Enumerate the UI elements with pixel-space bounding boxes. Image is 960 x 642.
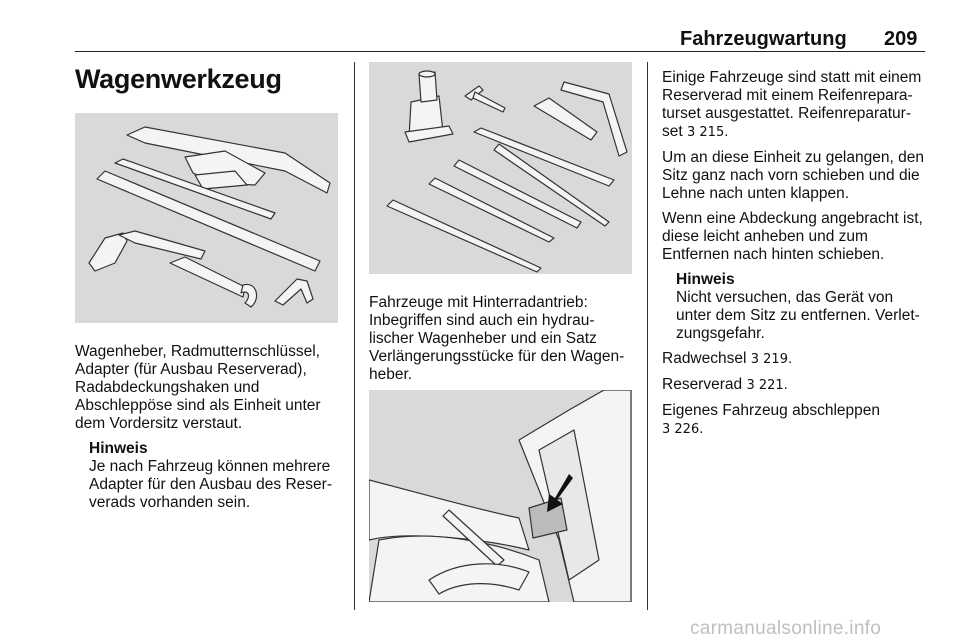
note-text: Je nach Fahrzeug können mehrere Adapter für den Ausbau des Reser-verads vorhanden sein. [89, 458, 332, 511]
note-heading: Hinweis [676, 271, 735, 288]
watermark: carmanualsonline.info [690, 618, 882, 639]
tire-repair-kit-paragraph [662, 69, 930, 142]
under-seat-storage-figure [369, 390, 632, 602]
page-ref-215[interactable]: 3 215. [687, 125, 729, 140]
column-divider-1 [354, 62, 355, 610]
note-block-2 [676, 271, 930, 343]
hydraulic-jack-figure [369, 62, 632, 274]
page-number: 209 [884, 28, 918, 50]
cross-ref-label: Eigenes Fahrzeug abschleppen [662, 402, 881, 419]
column-divider-2 [647, 62, 648, 610]
tool-kit-figure [75, 113, 338, 323]
access-instructions: Um an diese Einheit zu gelangen, den Sitz ganz nach vorn schieben und die Lehne nach unten klappen. [662, 149, 924, 202]
cross-ref-towing[interactable] [662, 402, 930, 439]
cross-ref-page[interactable]: 3 226. [662, 422, 704, 437]
cross-ref-label: Radwechsel [662, 350, 747, 367]
note-heading: Hinweis [89, 440, 148, 457]
cross-ref-wheel-change[interactable] [662, 350, 930, 369]
cross-ref-page[interactable]: 3 221. [746, 378, 788, 393]
note-block-1 [89, 440, 343, 512]
tool-kit-illustration [75, 113, 338, 323]
column-3-text [662, 69, 930, 446]
column-1-text [75, 343, 343, 512]
cross-ref-label: Reserverad [662, 376, 743, 393]
note-text: Nicht versuchen, das Gerät von unter dem Sitz zu entfernen. Verlet-zungsgefahr. [676, 289, 920, 342]
hydraulic-jack-illustration [369, 62, 632, 274]
cross-ref-page[interactable]: 3 219. [750, 352, 793, 367]
tool-kit-description: Wagenheber, Radmutternschlüssel, Adapter (für Ausbau Reserverad), Radabdeckungshaken und Abschleppöse sind als Einheit unter dem Vordersitz verstaut. [75, 343, 321, 432]
page-title: Wagenwerkzeug [75, 64, 282, 94]
column-2-text [369, 294, 639, 391]
cover-instructions: Wenn eine Abdeckung angebracht ist, diese leicht anheben und zum Entfernen nach hinten schieben. [662, 210, 923, 263]
cross-ref-spare-wheel[interactable] [662, 376, 930, 395]
under-seat-illustration [369, 390, 632, 602]
tire-repair-kit-text: Einige Fahrzeuge sind statt mit einem Reserverad mit einem Reifenrepara-turset ausgestattet. Reifenreparatur-set [662, 69, 922, 140]
header-rule [75, 51, 925, 52]
running-header-title: Fahrzeugwartung [680, 28, 847, 50]
rear-wheel-drive-description: Fahrzeuge mit Hinterradantrieb: Inbegriffen sind auch ein hydrau-lischer Wagenheber und ein Satz Verlängerungsstücke für den Wagen-heber. [369, 294, 625, 383]
